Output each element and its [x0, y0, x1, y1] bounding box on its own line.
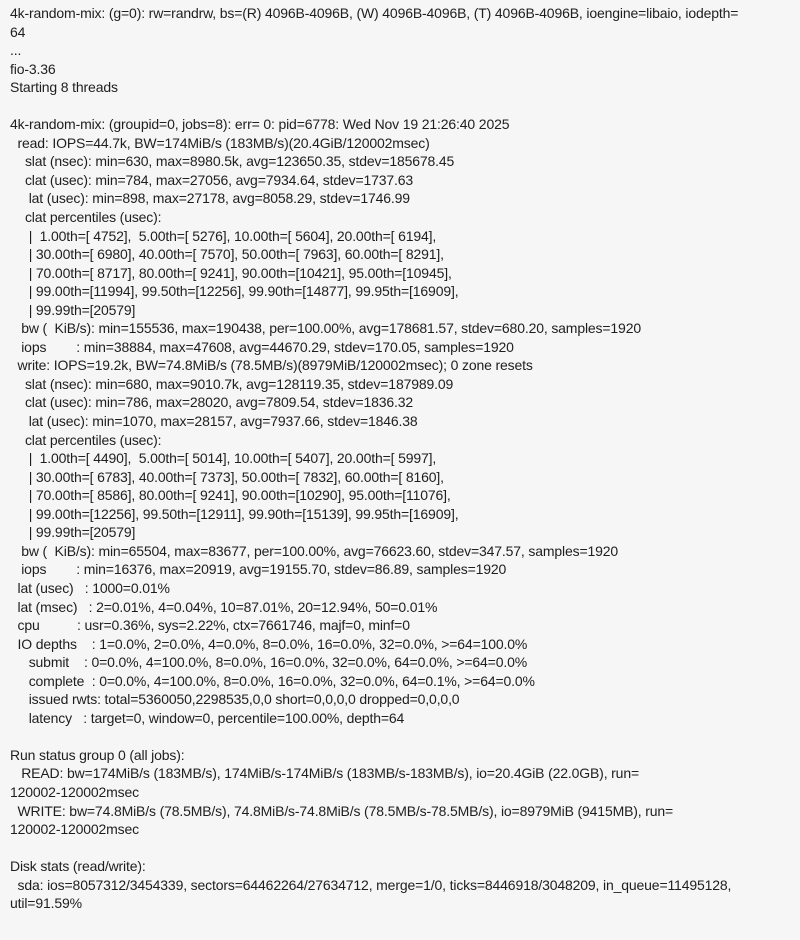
- terminal-line: [10, 727, 796, 746]
- terminal-line: | 99.99th=[20579]: [10, 301, 136, 318]
- terminal-line: clat (usec): min=786, max=28020, avg=7809.54, stdev=1836.32: [10, 394, 414, 411]
- terminal-line: sda: ios=8057312/3454339, sectors=64462264/27634712, merge=1/0, ticks=8446918/3048209, in_queue=11495128,: [10, 876, 732, 893]
- terminal-line: read: IOPS=44.7k, BW=174MiB/s (183MB/s)(20.4GiB/120002msec): [10, 134, 430, 151]
- terminal-line: fio-3.36: [10, 60, 56, 77]
- terminal-line: iops : min=38884, max=47608, avg=44670.29, stdev=170.05, samples=1920: [10, 338, 514, 355]
- terminal-line: lat (msec) : 2=0.01%, 4=0.04%, 10=87.01%, 20=12.94%, 50=0.01%: [10, 598, 438, 615]
- terminal-line: | 30.00th=[ 6783], 40.00th=[ 7373], 50.00th=[ 7832], 60.00th=[ 8160],: [10, 468, 444, 485]
- terminal-line: clat percentiles (usec):: [10, 209, 162, 226]
- terminal-line: IO depths : 1=0.0%, 2=0.0%, 4=0.0%, 8=0.0%, 16=0.0%, 32=0.0%, >=64=100.0%: [10, 635, 528, 652]
- terminal-line: clat percentiles (usec):: [10, 431, 162, 448]
- terminal-line: | 99.00th=[12256], 99.50th=[12911], 99.90th=[15139], 99.95th=[16909],: [10, 505, 459, 522]
- terminal-line: iops : min=16376, max=20919, avg=19155.70, stdev=86.89, samples=1920: [10, 561, 507, 578]
- terminal-line: lat (usec): min=1070, max=28157, avg=7937.66, stdev=1846.38: [10, 413, 418, 430]
- terminal-line: 4k-random-mix: (g=0): rw=randrw, bs=(R) 4096B-4096B, (W) 4096B-4096B, (T) 4096B-4096B, ioengine=libaio, iodepth=: [10, 5, 739, 21]
- terminal-line: slat (nsec): min=680, max=9010.7k, avg=128119.35, stdev=187989.09: [10, 375, 454, 392]
- terminal-line: | 70.00th=[ 8586], 80.00th=[ 9241], 90.00th=[10290], 95.00th=[11076],: [10, 487, 451, 504]
- terminal-line: | 1.00th=[ 4752], 5.00th=[ 5276], 10.00th=[ 5604], 20.00th=[ 6194],: [10, 227, 437, 244]
- terminal-line: 4k-random-mix: (groupid=0, jobs=8): err= 0: pid=6778: Wed Nov 19 21:26:40 2025: [10, 116, 510, 133]
- terminal-line: [10, 97, 796, 116]
- terminal-line: util=91.59%: [10, 895, 82, 912]
- terminal-line: Run status group 0 (all jobs):: [10, 746, 185, 763]
- terminal-line: clat (usec): min=784, max=27056, avg=7934.64, stdev=1737.63: [10, 171, 414, 188]
- terminal-line: cpu : usr=0.36%, sys=2.22%, ctx=7661746, majf=0, minf=0: [10, 617, 410, 634]
- terminal-line: | 99.99th=[20579]: [10, 524, 136, 541]
- terminal-line: Starting 8 threads: [10, 79, 118, 96]
- terminal-line: write: IOPS=19.2k, BW=74.8MiB/s (78.5MB/s)(8979MiB/120002msec); 0 zone resets: [10, 357, 533, 374]
- terminal-line: | 99.00th=[11994], 99.50th=[12256], 99.90th=[14877], 99.95th=[16909],: [10, 283, 459, 300]
- terminal-line: slat (nsec): min=630, max=8980.5k, avg=123650.35, stdev=185678.45: [10, 153, 455, 170]
- terminal-line: | 1.00th=[ 4490], 5.00th=[ 5014], 10.00th=[ 5407], 20.00th=[ 5997],: [10, 450, 437, 467]
- terminal-line: submit : 0=0.0%, 4=100.0%, 8=0.0%, 16=0.0%, 32=0.0%, 64=0.0%, >=64=0.0%: [10, 654, 528, 671]
- terminal-line: issued rwts: total=5360050,2298535,0,0 short=0,0,0,0 dropped=0,0,0,0: [10, 691, 460, 708]
- terminal-line: WRITE: bw=74.8MiB/s (78.5MB/s), 74.8MiB/s-74.8MiB/s (78.5MB/s-78.5MB/s), io=8979MiB (9415MB), run=: [10, 802, 674, 819]
- terminal-line: Disk stats (read/write):: [10, 858, 146, 875]
- terminal-line: 120002-120002msec: [10, 783, 139, 800]
- terminal-line: lat (usec) : 1000=0.01%: [10, 579, 170, 596]
- terminal-line: bw ( KiB/s): min=155536, max=190438, per=100.00%, avg=178681.57, stdev=680.20, samples=1920: [10, 320, 641, 337]
- terminal-line: latency : target=0, window=0, percentile=100.00%, depth=64: [10, 709, 405, 726]
- terminal-line: ...: [10, 42, 22, 59]
- terminal-line: 64: [10, 23, 26, 40]
- terminal-line: complete : 0=0.0%, 4=100.0%, 8=0.0%, 16=0.0%, 32=0.0%, 64=0.1%, >=64=0.0%: [10, 672, 535, 689]
- terminal-line: 120002-120002msec: [10, 821, 139, 838]
- terminal-line: READ: bw=174MiB/s (183MB/s), 174MiB/s-174MiB/s (183MB/s-183MB/s), io=20.4GiB (22.0GB), run=: [10, 765, 639, 782]
- terminal-line: | 70.00th=[ 8717], 80.00th=[ 9241], 90.00th=[10421], 95.00th=[10945],: [10, 264, 452, 281]
- terminal-line: [10, 839, 796, 858]
- terminal-line: bw ( KiB/s): min=65504, max=83677, per=100.00%, avg=76623.60, stdev=347.57, samples=1920: [10, 542, 619, 559]
- terminal-line: | 30.00th=[ 6980], 40.00th=[ 7570], 50.00th=[ 7963], 60.00th=[ 8291],: [10, 246, 444, 263]
- terminal-line: lat (usec): min=898, max=27178, avg=8058.29, stdev=1746.99: [10, 190, 410, 207]
